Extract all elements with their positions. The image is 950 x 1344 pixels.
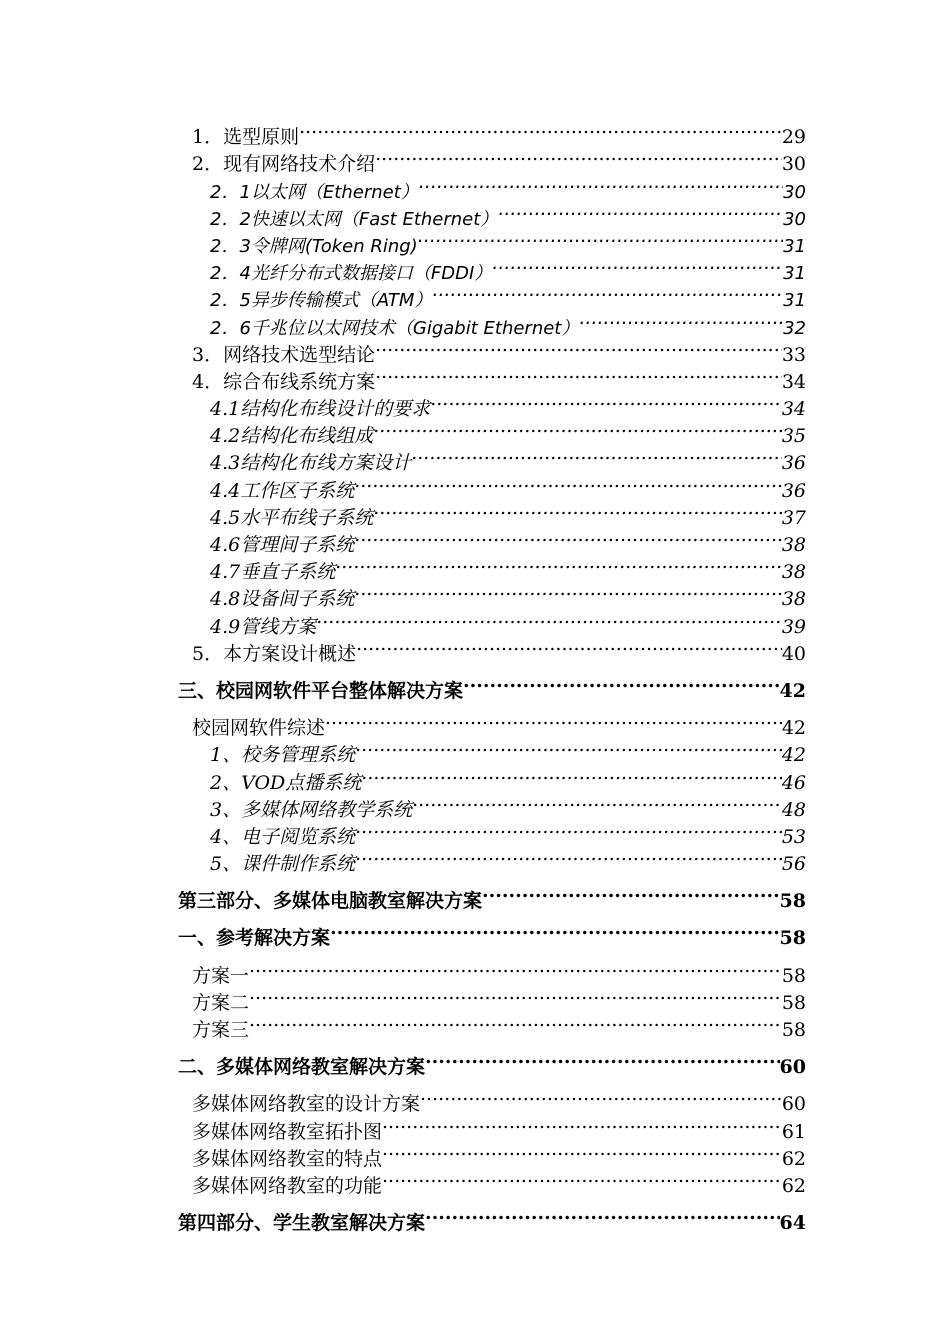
toc-page-number: 38 — [781, 588, 806, 611]
toc-entry-title: 方案三 — [192, 1019, 250, 1041]
toc-leader-dots — [355, 816, 782, 843]
toc-entry[interactable] — [178, 524, 806, 556]
toc-entry-title: 4.7垂直子系统 — [210, 561, 336, 584]
toc-entry[interactable] — [178, 1009, 806, 1041]
toc-entry[interactable] — [178, 1083, 806, 1116]
toc-heading-entry[interactable] — [178, 670, 806, 702]
toc-entry[interactable] — [178, 954, 806, 987]
toc-entry-title: 多媒体网络教室的功能 — [192, 1174, 383, 1197]
toc-entry-title: 5、课件制作系统 — [210, 853, 356, 876]
toc-entry[interactable] — [178, 116, 806, 149]
toc-entry[interactable] — [178, 170, 806, 203]
toc-entry-title: 3．网络技术选型结论 — [192, 343, 376, 366]
toc-leader-dots — [249, 1009, 782, 1036]
toc-entry[interactable] — [178, 551, 806, 584]
toc-entry-title: 第三部分、多媒体电脑教室解决方案 — [178, 890, 483, 913]
toc-entry-title: 1．选型原则 — [192, 126, 300, 149]
toc-entry[interactable] — [178, 388, 806, 421]
toc-entry[interactable] — [178, 1138, 806, 1170]
toc-page-number: 60 — [779, 1056, 806, 1079]
toc-page-number: 64 — [779, 1212, 806, 1235]
table-of-contents — [178, 116, 806, 1235]
toc-leader-dots — [418, 225, 783, 252]
toc-entry[interactable] — [178, 605, 806, 638]
toc-leader-dots — [419, 170, 783, 197]
toc-heading-entry[interactable] — [178, 1046, 806, 1079]
toc-page-number: 42 — [781, 717, 806, 740]
toc-entry[interactable] — [178, 707, 806, 740]
toc-page-number: 30 — [781, 153, 806, 176]
toc-entry[interactable] — [178, 198, 806, 230]
toc-entry[interactable] — [178, 442, 806, 475]
toc-entry-title: 第四部分、学生教室解决方案 — [178, 1212, 426, 1235]
toc-entry[interactable] — [178, 361, 806, 393]
toc-leader-dots — [420, 1083, 782, 1110]
toc-page-number: 38 — [781, 534, 806, 556]
toc-page-number: 30 — [783, 181, 806, 203]
toc-entry-title: 校园网软件综述 — [192, 717, 326, 740]
toc-entry-title: 三、校园网软件平台整体解决方案 — [178, 679, 464, 702]
toc-page-number: 31 — [783, 290, 806, 312]
toc-page-number: 42 — [779, 679, 806, 702]
toc-entry-title: 一、参考解决方案 — [178, 927, 331, 950]
toc-page-number: 62 — [781, 1147, 806, 1170]
toc-entry-title: 2．现有网络技术介绍 — [192, 153, 376, 176]
toc-entry-title: 4.9管线方案 — [210, 615, 317, 638]
toc-page-number: 37 — [781, 506, 806, 529]
toc-leader-dots — [382, 1110, 782, 1137]
toc-entry-title: 4.1结构化布线设计的要求 — [210, 398, 431, 421]
toc-page-number: 56 — [781, 853, 806, 876]
toc-leader-dots — [354, 524, 782, 551]
toc-leader-dots — [355, 843, 782, 870]
toc-entry[interactable] — [178, 578, 806, 611]
toc-entry-title: 4、电子阅览系统 — [210, 825, 356, 848]
toc-leader-dots — [498, 198, 783, 225]
toc-leader-dots — [492, 252, 783, 279]
toc-entry-title: 4.8设备间子系统 — [210, 588, 355, 611]
toc-entry-title: 2．1以太网（Ethernet） — [210, 181, 419, 203]
toc-entry[interactable] — [178, 143, 806, 176]
toc-entry[interactable] — [178, 497, 806, 529]
toc-entry-title: 2．2快速以太网（Fast Ethernet） — [210, 208, 499, 230]
toc-page-number: 46 — [781, 771, 806, 794]
toc-page-number: 53 — [781, 825, 806, 848]
toc-entry[interactable] — [178, 306, 806, 339]
toc-leader-dots — [382, 1165, 782, 1192]
toc-page-number: 36 — [781, 479, 806, 502]
toc-heading-entry[interactable] — [178, 1202, 806, 1235]
toc-leader-dots — [425, 1202, 780, 1229]
toc-entry-title: 方案二 — [192, 991, 250, 1014]
toc-page-number: 58 — [781, 991, 806, 1014]
toc-page-number: 29 — [781, 126, 806, 149]
toc-page-number: 33 — [781, 343, 806, 366]
toc-leader-dots — [355, 734, 782, 761]
toc-page-number: 30 — [783, 208, 806, 230]
toc-leader-dots — [373, 415, 782, 442]
toc-entry-title: 多媒体网络教室拓扑图 — [192, 1120, 383, 1143]
toc-page-number: 32 — [783, 317, 806, 339]
toc-leader-dots — [249, 982, 782, 1009]
toc-entry-title: 二、多媒体网络教室解决方案 — [178, 1056, 426, 1079]
toc-leader-dots — [425, 1046, 780, 1073]
toc-leader-dots — [382, 1138, 782, 1165]
toc-page-number: 60 — [781, 1093, 806, 1116]
toc-entry[interactable] — [178, 1110, 806, 1143]
toc-heading-entry[interactable] — [178, 880, 806, 913]
toc-leader-dots — [411, 442, 782, 469]
toc-entry[interactable] — [178, 334, 806, 366]
toc-page-number: 42 — [781, 744, 806, 767]
toc-page-number: 34 — [781, 370, 806, 393]
toc-leader-dots — [375, 143, 782, 170]
toc-entry[interactable] — [178, 982, 806, 1014]
toc-entry-title: 4．综合布线系统方案 — [192, 370, 376, 393]
toc-entry-title: 3、多媒体网络教学系统 — [210, 798, 413, 821]
toc-leader-dots — [412, 789, 782, 816]
toc-leader-dots — [463, 670, 780, 697]
toc-entry-title: 2．4光纤分布式数据接口（FDDI） — [210, 263, 493, 285]
toc-page-number: 38 — [781, 561, 806, 584]
toc-entry[interactable] — [178, 225, 806, 257]
toc-leader-dots — [335, 551, 782, 578]
toc-page-number: 31 — [783, 263, 806, 285]
toc-page-number: 34 — [781, 398, 806, 421]
toc-entry-title: 2、VOD点播系统 — [210, 771, 362, 794]
toc-page-number: 31 — [783, 235, 806, 257]
toc-leader-dots — [299, 116, 782, 143]
toc-page-number: 58 — [781, 964, 806, 987]
toc-entry[interactable] — [178, 415, 806, 448]
toc-entry-title: 4.2结构化布线组成 — [210, 425, 374, 448]
toc-entry[interactable] — [178, 633, 806, 665]
toc-leader-dots — [579, 306, 783, 333]
toc-page-number: 58 — [781, 1019, 806, 1041]
toc-leader-dots — [330, 917, 780, 944]
toc-entry-title: 4.3结构化布线方案设计 — [210, 452, 412, 475]
toc-page-number: 58 — [779, 927, 806, 950]
toc-entry[interactable] — [178, 279, 806, 312]
toc-page-number: 36 — [781, 452, 806, 475]
toc-entry-title: 4.4工作区子系统 — [210, 479, 355, 502]
toc-entry[interactable] — [178, 816, 806, 848]
toc-page-number: 48 — [781, 798, 806, 821]
toc-leader-dots — [375, 361, 782, 388]
toc-entry-title: 多媒体网络教室的设计方案 — [192, 1093, 421, 1116]
toc-page-number: 61 — [781, 1120, 806, 1143]
toc-entry-title: 1、校务管理系统 — [210, 744, 356, 767]
toc-leader-dots — [432, 279, 783, 306]
toc-entry-title: 多媒体网络教室的特点 — [192, 1147, 383, 1170]
toc-leader-dots — [356, 633, 782, 660]
toc-leader-dots — [430, 388, 782, 415]
toc-entry-title: 4.6管理间子系统 — [210, 534, 355, 556]
toc-leader-dots — [354, 469, 782, 496]
toc-page-number: 39 — [781, 615, 806, 638]
toc-entry[interactable] — [178, 469, 806, 502]
toc-entry-title: 5．本方案设计概述 — [192, 642, 357, 665]
toc-entry[interactable] — [178, 1165, 806, 1197]
toc-leader-dots — [375, 334, 782, 361]
toc-heading-entry[interactable] — [178, 917, 806, 950]
toc-entry[interactable] — [178, 761, 806, 794]
toc-leader-dots — [373, 497, 782, 524]
toc-leader-dots — [361, 761, 782, 788]
toc-entry-title: 2．6千兆位以太网技术（Gigabit Ethernet） — [210, 317, 580, 339]
toc-entry[interactable] — [178, 843, 806, 876]
toc-leader-dots — [316, 605, 782, 632]
toc-entry-title: 2．5异步传输模式（ATM） — [210, 290, 433, 312]
toc-leader-dots — [354, 578, 782, 605]
toc-entry-title: 2．3令牌网(Token Ring) — [210, 235, 418, 257]
toc-leader-dots — [249, 954, 782, 981]
toc-entry[interactable] — [178, 734, 806, 767]
toc-entry-title: 方案一 — [192, 964, 250, 987]
toc-entry-title: 4.5水平布线子系统 — [210, 506, 374, 529]
toc-page-number: 35 — [781, 425, 806, 448]
toc-page-number: 40 — [781, 642, 806, 665]
toc-entry[interactable] — [178, 252, 806, 285]
toc-entry[interactable] — [178, 789, 806, 821]
toc-page-number: 62 — [781, 1174, 806, 1197]
toc-leader-dots — [482, 880, 780, 907]
toc-leader-dots — [325, 707, 782, 734]
toc-page-number: 58 — [779, 890, 806, 913]
